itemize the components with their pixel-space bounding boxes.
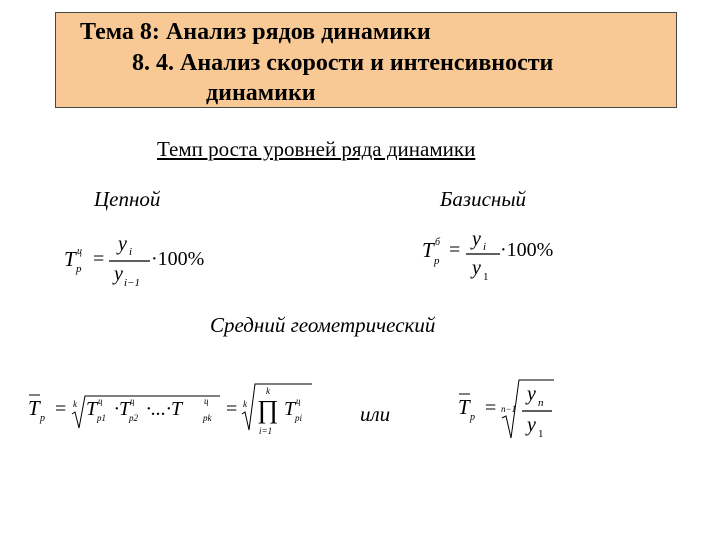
denominator: y — [114, 263, 123, 285]
formula-equals: = — [93, 248, 105, 270]
formula-lhs: T — [28, 396, 40, 420]
numerator: y — [118, 233, 127, 255]
product-term: T — [284, 398, 296, 420]
formula-sub: p — [76, 263, 82, 275]
denominator-sub: 1 — [483, 271, 489, 283]
term-k-sub: pk — [203, 413, 212, 423]
formula-lhs: T — [422, 238, 434, 262]
product-upper-limit: k — [266, 386, 270, 396]
title-line-3: динамики — [206, 80, 316, 106]
formula-lhs: T — [64, 247, 76, 271]
percent-factor: ·100% — [500, 239, 554, 261]
product-lower-limit: i=1 — [259, 426, 273, 436]
denominator: y — [472, 257, 481, 279]
formula-sub: p — [40, 413, 45, 424]
term-k: ·...·T — [146, 398, 183, 420]
formula-sub: p — [434, 255, 440, 267]
base-growth-formula — [418, 227, 578, 287]
section-subtitle: Темп роста уровней ряда динамики — [157, 137, 476, 161]
geometric-endpoint-formula — [454, 378, 564, 444]
term-1-sub: p1 — [97, 413, 106, 423]
chain-label: Цепной — [94, 187, 161, 211]
formula-equals: = — [449, 239, 461, 261]
formula-equals-2: = — [226, 398, 238, 420]
numerator: y — [472, 228, 481, 250]
formula-sup: б — [435, 237, 441, 248]
formula-sup: ц — [77, 246, 82, 257]
base-label: Базисный — [440, 187, 527, 211]
title-line-1: Тема 8: Анализ рядов динамики — [80, 19, 431, 45]
or-label: или — [360, 402, 391, 426]
percent-factor: ·100% — [151, 248, 205, 270]
formula-lhs: T — [458, 395, 470, 419]
term-1-sup: ц — [98, 396, 103, 406]
term-2: ·T — [114, 398, 131, 420]
chain-growth-formula — [60, 228, 220, 294]
product-term-sub: pi — [295, 413, 303, 423]
numerator-sub: i — [129, 246, 133, 258]
product-term-sup: ц — [296, 396, 301, 406]
root-index: n−1 — [501, 404, 517, 414]
product-symbol: ∏ — [257, 395, 279, 424]
numerator: y — [527, 383, 536, 405]
geometric-mean-label: Средний геометрический — [210, 313, 436, 337]
title-box — [55, 12, 677, 108]
formula-equals: = — [55, 398, 67, 420]
root-index-2: k — [243, 399, 247, 409]
numerator-sub: i — [483, 241, 487, 253]
title-line-2: 8. 4. Анализ скорости и интенсивности — [132, 50, 554, 76]
denominator-sub: 1 — [538, 428, 544, 440]
root-index: k — [73, 399, 77, 409]
term-2-sub: p2 — [129, 413, 138, 423]
denominator-sub: i−1 — [124, 277, 140, 289]
term-1: T — [86, 398, 98, 420]
term-2-sup: ц — [130, 396, 135, 406]
numerator-sub: n — [538, 397, 544, 409]
geometric-product-formula — [24, 382, 324, 446]
formula-equals: = — [485, 397, 497, 419]
formula-sub: p — [470, 412, 475, 423]
term-k-sup: ц — [204, 396, 209, 406]
denominator: y — [527, 414, 536, 436]
